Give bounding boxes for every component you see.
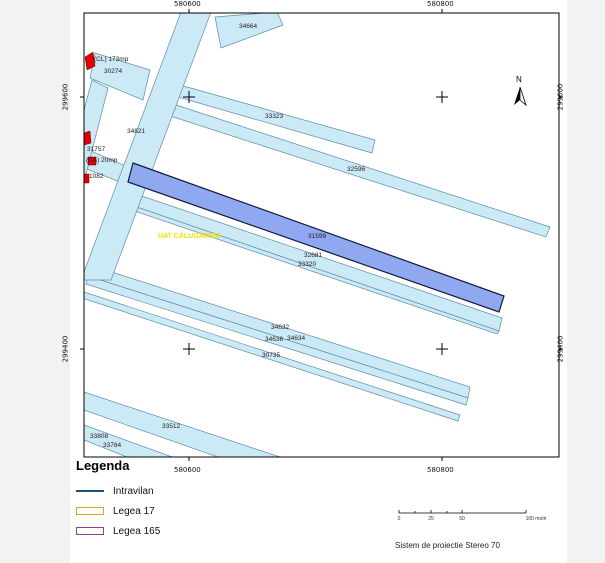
grid-x-label-bottom: 580600 (174, 466, 201, 474)
grid-x-label-bottom: 580800 (427, 466, 454, 474)
parcel-label[interactable]: 34634 (287, 335, 306, 342)
legend-label: Intravilan (113, 485, 154, 497)
grid-y-label-right: 299400 (556, 335, 565, 363)
legend-box-swatch (76, 507, 104, 515)
north-label: N (516, 75, 522, 84)
scale-bar (399, 510, 526, 513)
grid-y-label-left: 299400 (61, 335, 70, 363)
parcel-label[interactable]: 32596 (347, 166, 366, 173)
parcel-label[interactable]: 33784 (103, 442, 122, 449)
legend-title: Legenda (76, 458, 130, 473)
legend-label: Legea 17 (113, 505, 155, 517)
area-note: 1082 (89, 173, 104, 180)
parcel-layer (81, 12, 550, 470)
parcel-label[interactable]: 33512 (162, 423, 181, 430)
grid-y-label-left: 299600 (61, 83, 70, 111)
uat-label: UAT CĂLUGĂRENI (158, 233, 221, 240)
parcel-label[interactable]: 34664 (239, 23, 258, 30)
parcel-label[interactable]: 33320 (298, 261, 317, 268)
parcel-label[interactable]: 30274 (104, 68, 123, 75)
scale-label: 25 (428, 516, 434, 522)
parcel-label[interactable]: 34636 (265, 336, 284, 343)
area-note: (CA) 20mp (86, 157, 118, 164)
legend-label: Legea 165 (113, 525, 161, 537)
projection-note: Sistem de proiectie Stereo 70 (395, 541, 500, 550)
parcel-34632[interactable] (88, 265, 470, 398)
legend-line-swatch (76, 490, 104, 492)
parcel-label[interactable]: 31599 (308, 233, 327, 240)
building-marker (84, 131, 91, 145)
grid-x-label-top: 580800 (427, 0, 454, 8)
legend-item-legea17 (76, 504, 155, 518)
parcel-label[interactable]: 30735 (262, 352, 281, 359)
parcel-label[interactable]: 33323 (265, 113, 284, 120)
grid-x-label-top: 580600 (174, 0, 201, 8)
parcel-label[interactable]: 34632 (271, 324, 290, 331)
legend-item-legea165 (76, 524, 160, 538)
grid-y-label-right: 299600 (556, 83, 565, 111)
scale-label: 100 metri (525, 516, 547, 522)
parcel-label[interactable]: 31757 (87, 146, 106, 153)
parcel-label[interactable]: 34821 (127, 128, 146, 135)
scale-label: 50 (459, 516, 465, 522)
scale-label: 0 (397, 516, 401, 522)
area-note: (CL) 173mp (94, 56, 129, 63)
parcel-label[interactable]: 32681 (304, 252, 323, 259)
legend-item-intravilan (76, 484, 154, 498)
parcel-label[interactable]: 33808 (90, 433, 109, 440)
legend-box-swatch (76, 527, 104, 535)
north-arrow-icon (514, 87, 526, 105)
